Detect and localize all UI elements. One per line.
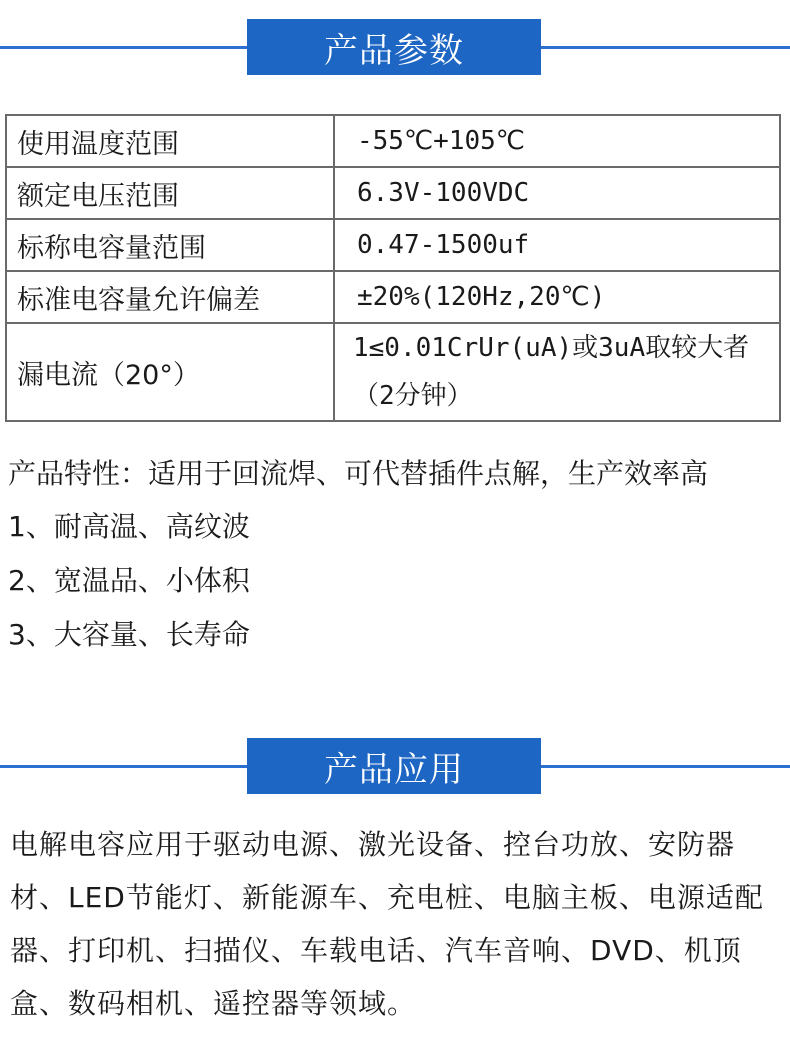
param-table	[5, 114, 781, 422]
section-title-params: 产品参数	[324, 30, 464, 71]
feature-item: 3、大容量、长寿命	[8, 618, 250, 651]
section-header-params	[0, 19, 790, 75]
param-value: ±20%(120Hz,20℃)	[334, 271, 780, 323]
table-row	[6, 115, 780, 167]
table-row	[6, 167, 780, 219]
table-row	[6, 219, 780, 271]
param-label: 额定电压范围	[6, 167, 334, 219]
param-label: 使用温度范围	[6, 115, 334, 167]
product-features	[8, 448, 784, 662]
param-value: -55℃+105℃	[334, 115, 780, 167]
param-value: 6.3V-100VDC	[334, 167, 780, 219]
section-title-apps: 产品应用	[324, 749, 464, 790]
table-row	[6, 271, 780, 323]
section-title-banner	[247, 738, 541, 794]
features-intro: 产品特性：适用于回流焊、可代替插件点解，生产效率高	[8, 457, 709, 490]
feature-item: 1、耐高温、高纹波	[8, 510, 250, 543]
param-label: 标称电容量范围	[6, 219, 334, 271]
table-row	[6, 323, 780, 421]
param-value: 1≤0.01CrUr(uA)或3uA取较大者（2分钟）	[334, 323, 780, 421]
section-title-banner	[247, 19, 541, 75]
param-label: 漏电流（20°）	[6, 323, 334, 421]
section-header-apps	[0, 738, 790, 794]
param-value: 0.47-1500uf	[334, 219, 780, 271]
param-label: 标准电容量允许偏差	[6, 271, 334, 323]
feature-item: 2、宽温品、小体积	[8, 564, 250, 597]
applications-text: 电解电容应用于驱动电源、激光设备、控台功放、安防器材、LED节能灯、新能源车、充电桩、电脑主板、电源适配器、打印机、扫描仪、车载电话、汽车音响、DVD、机顶盒、数码相机、遥控器等领域。	[10, 828, 764, 1020]
